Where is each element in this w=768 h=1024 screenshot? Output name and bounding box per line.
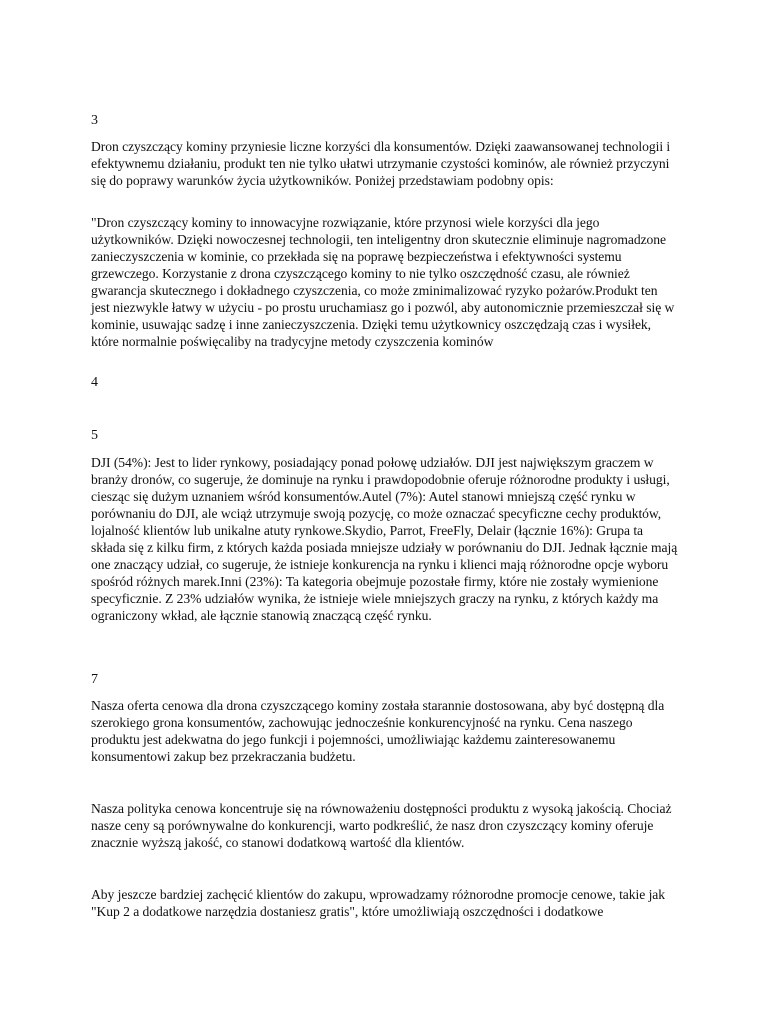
paragraph-price-offer: Nasza oferta cenowa dla drona czyszczącego kominy została starannie dostosowana, aby być dostępną dla szerokiego grona konsumentów, zachowując jednocześnie konkurencyjność na rynku. Cena naszego produktu jest adekwatna do jego funkcji i pojemności, umożliwiając każdemu zainteresowanemu konsumentowi zakup bez przekraczania budżetu. <box>91 698 665 764</box>
paragraph-benefits-intro: Dron czyszczący kominy przyniesie liczne korzyści dla konsumentów. Dzięki zaawansowanej technologii i efektywnemu działaniu, produkt ten nie tylko ułatwi utrzymanie czystości kominów, ale również przyczyni się do poprawy warunków życia użytkowników. Poniżej przedstawiam podobny opis: <box>91 139 671 188</box>
page-number-3: 3 <box>91 113 98 128</box>
page-number-5: 5 <box>91 428 98 443</box>
paragraph-product-description: "Dron czyszczący kominy to innowacyjne rozwiązanie, które przynosi wiele korzyści dla jego użytkowników. Dzięki nowoczesnej technologii, ten inteligentny dron skutecznie eliminuje nagromadzone zanieczyszczenia w kominie, co przekłada się na poprawę bezpieczeństwa i efektywności systemu grzewczego. Korzystanie z drona czyszczącego kominy to nie tylko oszczędność czasu, ale również gwarancja skutecznego i dokładnego czyszczenia, co może zminimalizować ryzyko pożarów.Produkt ten jest niezwykle łatwy w użyciu - po prostu uruchamiasz go i pozwól, aby autonomicznie przemieszczał się w kominie, usuwając sadzę i inne zanieczyszczenia. Dzięki temu użytkownicy oszczędzają czas i wysiłek, które normalnie poświęcaliby na tradycyjne metody czyszczenia kominów <box>91 215 675 349</box>
paragraph-promotions: Aby jeszcze bardziej zachęcić klientów do zakupu, wprowadzamy różnorodne promocje cenowe, takie jak "Kup 2 a dodatkowe narzędzia dostaniesz gratis", które umożliwiają oszczędności i dodatkowe <box>91 887 666 919</box>
paragraph-price-policy: Nasza polityka cenowa koncentruje się na równoważeniu dostępności produktu z wysoką jakością. Chociaż nasze ceny są porównywalne do konkurencji, warto podkreślić, że nasz dron czyszczący kominy oferuje znacznie wyższą jakość, co stanowi dodatkową wartość dla klientów. <box>91 801 672 850</box>
page-number-7: 7 <box>91 672 98 687</box>
paragraph-market-share: DJI (54%): Jest to lider rynkowy, posiadający ponad połowę udziałów. DJI jest największym graczem w branży dronów, co sugeruje, że dominuje na rynku i prawdopodobnie oferuje różnorodne produkty i usługi, ciesząc się dużym uznaniem wśród konsumentów.Autel (7%): Autel stanowi mniejszą część rynku w porównaniu do DJI, ale wciąż utrzymuje swoją pozycję, co może oznaczać specyficzne cechy produktów, lojalność klientów lub unikalne atuty rynkowe.Skydio, Parrot, FreeFly, Delair (łącznie 16%): Grupa ta składa się z kilku firm, z których każda posiada mniejsze udziały w porównaniu do DJI. Jednak łącznie mają one znaczący udział, co sugeruje, że istnieje konkurencja na rynku i klienci mają różnorodne opcje wyboru spośród różnych marek.Inni (23%): Ta kategoria obejmuje pozostałe firmy, które nie zostały wymienione specyficznie. Z 23% udziałów wynika, że istnieje wiele mniejszych graczy na rynku, z których każdy ma ograniczony wkład, ale łącznie stanowią znaczącą część rynku. <box>91 455 678 623</box>
page-number-4: 4 <box>91 375 98 390</box>
